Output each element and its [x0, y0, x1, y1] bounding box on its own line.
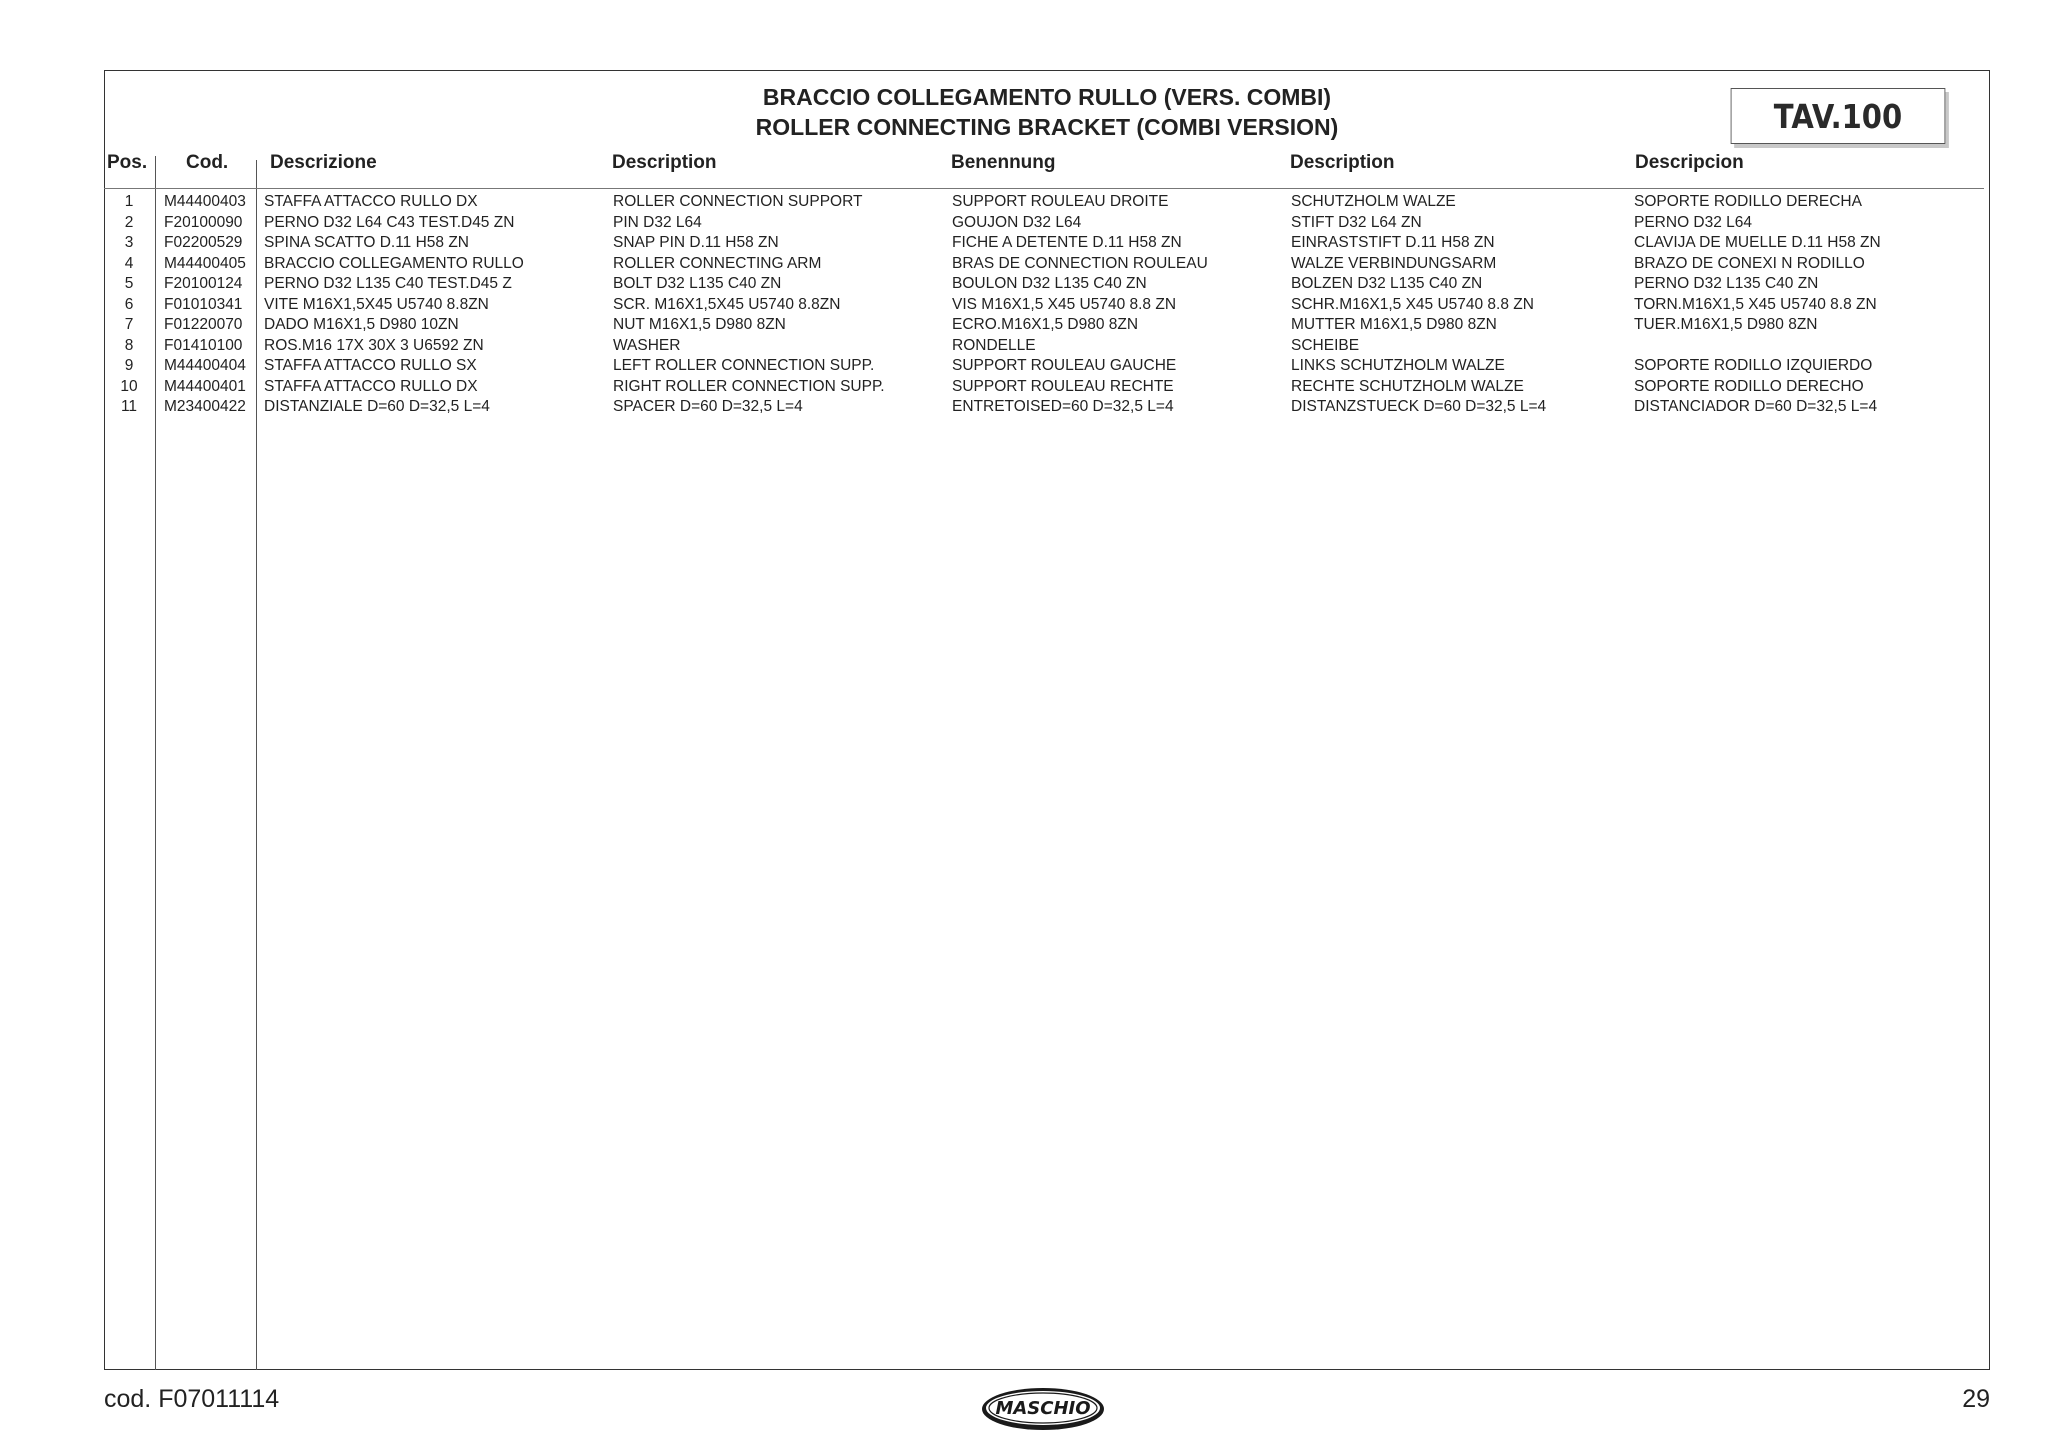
cell-description-de: SCHEIBE [1291, 336, 1360, 354]
cell-description-en: ROLLER CONNECTION SUPPORT [613, 193, 863, 210]
header-pos: Pos. [107, 152, 148, 173]
table-row [0, 377, 2048, 397]
maschio-logo [980, 1386, 1106, 1432]
cell-description-en: PIN D32 L64 [613, 213, 702, 231]
cell-descripcion: TUER.M16X1,5 D980 8ZN [1634, 316, 1818, 333]
header-description-de: Description [1290, 152, 1395, 173]
table-row [0, 356, 2048, 376]
cell-description-de: MUTTER M16X1,5 D980 8ZN [1291, 316, 1497, 333]
cell-descripcion: PERNO D32 L135 C40 ZN [1634, 275, 1819, 292]
cell-benennung: SUPPORT ROULEAU GAUCHE [952, 357, 1177, 374]
cell-description-de: LINKS SCHUTZHOLM WALZE [1291, 357, 1505, 374]
cell-cod: M23400422 [164, 398, 246, 415]
table-row [0, 192, 2048, 212]
cell-pos: 4 [124, 254, 134, 272]
header-cod: Cod. [186, 152, 229, 173]
cell-benennung: BRAS DE CONNECTION ROULEAU [952, 254, 1208, 272]
cell-pos: 5 [124, 275, 134, 292]
cell-description-en: RIGHT ROLLER CONNECTION SUPP. [613, 377, 885, 395]
cell-pos: 9 [124, 357, 134, 374]
cell-benennung: ENTRETOISED=60 D=32,5 L=4 [952, 398, 1174, 415]
cell-description-de: STIFT D32 L64 ZN [1291, 213, 1422, 231]
maschio-logo-text: MASCHIO [995, 1398, 1091, 1419]
cell-descrizione: PERNO D32 L135 C40 TEST.D45 Z [264, 275, 512, 292]
cell-description-de: RECHTE SCHUTZHOLM WALZE [1291, 377, 1524, 395]
cell-descripcion: BRAZO DE CONEXI N RODILLO [1634, 254, 1865, 272]
table-row [0, 315, 2048, 335]
cell-descrizione: STAFFA ATTACCO RULLO SX [264, 357, 477, 374]
cell-description-en: LEFT ROLLER CONNECTION SUPP. [613, 357, 875, 374]
cell-pos: 6 [124, 295, 134, 313]
cell-benennung: RONDELLE [952, 336, 1036, 354]
cell-description-en: SPACER D=60 D=32,5 L=4 [613, 398, 803, 415]
table-code-box: TAV.100 [1731, 88, 1946, 144]
cell-description-en: BOLT D32 L135 C40 ZN [613, 275, 782, 292]
header-descrizione: Descrizione [270, 152, 377, 173]
cell-description-de: WALZE VERBINDUNGSARM [1291, 254, 1497, 272]
cell-descripcion: SOPORTE RODILLO DERECHA [1634, 193, 1862, 210]
cell-descrizione: VITE M16X1,5X45 U5740 8.8ZN [264, 295, 489, 313]
table-row [0, 336, 2048, 356]
cell-cod: F02200529 [164, 234, 243, 251]
cell-descripcion: CLAVIJA DE MUELLE D.11 H58 ZN [1634, 234, 1881, 251]
cell-cod: M44400404 [164, 357, 246, 374]
cell-description-en: WASHER [613, 336, 681, 354]
table-row [0, 213, 2048, 233]
cell-benennung: GOUJON D32 L64 [952, 213, 1082, 231]
cell-cod: M44400405 [164, 254, 246, 272]
cell-description-de: SCHUTZHOLM WALZE [1291, 193, 1456, 210]
cell-pos: 7 [124, 316, 134, 333]
cell-description-en: ROLLER CONNECTING ARM [613, 254, 822, 272]
cell-descrizione: STAFFA ATTACCO RULLO DX [264, 377, 478, 395]
cell-cod: F01220070 [164, 316, 243, 333]
cell-pos: 11 [120, 398, 138, 415]
table-row [0, 274, 2048, 294]
header-benennung: Benennung [951, 152, 1056, 173]
cell-benennung: FICHE A DETENTE D.11 H58 ZN [952, 234, 1182, 251]
cell-descripcion: TORN.M16X1,5 X45 U5740 8.8 ZN [1634, 295, 1877, 313]
page-number: 29 [1962, 1385, 1990, 1413]
cell-descrizione: BRACCIO COLLEGAMENTO RULLO [264, 254, 524, 272]
header-underline [104, 188, 1984, 189]
cell-pos: 1 [124, 193, 134, 210]
table-row [0, 254, 2048, 274]
header-descripcion: Descripcion [1635, 152, 1744, 173]
cell-cod: F20100124 [164, 275, 243, 292]
cell-cod: F01410100 [164, 336, 243, 354]
cell-descrizione: DISTANZIALE D=60 D=32,5 L=4 [264, 398, 490, 415]
cell-description-de: DISTANZSTUECK D=60 D=32,5 L=4 [1291, 398, 1547, 415]
cell-pos: 8 [124, 336, 134, 354]
table-row [0, 397, 2048, 417]
cell-description-de: BOLZEN D32 L135 C40 ZN [1291, 275, 1483, 292]
cell-descripcion: PERNO D32 L64 [1634, 213, 1753, 231]
cell-benennung: SUPPORT ROULEAU DROITE [952, 193, 1169, 210]
cell-cod: F01010341 [164, 295, 243, 313]
cell-descripcion: SOPORTE RODILLO IZQUIERDO [1634, 357, 1873, 374]
cell-descripcion: DISTANCIADOR D=60 D=32,5 L=4 [1634, 398, 1878, 415]
table-row [0, 295, 2048, 315]
table-row [0, 233, 2048, 253]
cell-pos: 3 [124, 234, 134, 251]
cell-descrizione: STAFFA ATTACCO RULLO DX [264, 193, 478, 210]
cell-pos: 2 [124, 213, 134, 231]
cell-cod: F20100090 [164, 213, 243, 231]
cell-description-en: NUT M16X1,5 D980 8ZN [613, 316, 786, 333]
cell-description-en: SNAP PIN D.11 H58 ZN [613, 234, 779, 251]
cell-benennung: SUPPORT ROULEAU RECHTE [952, 377, 1174, 395]
cell-description-de: SCHR.M16X1,5 X45 U5740 8.8 ZN [1291, 295, 1534, 313]
cell-description-de: EINRASTSTIFT D.11 H58 ZN [1291, 234, 1495, 251]
cell-benennung: VIS M16X1,5 X45 U5740 8.8 ZN [952, 295, 1177, 313]
title-line-english: ROLLER CONNECTING BRACKET (COMBI VERSION) [755, 114, 1339, 140]
cell-descrizione: ROS.M16 17X 30X 3 U6592 ZN [264, 336, 484, 354]
document-title [104, 82, 1990, 142]
cell-benennung: ECRO.M16X1,5 D980 8ZN [952, 316, 1139, 333]
cell-descrizione: PERNO D32 L64 C43 TEST.D45 ZN [264, 213, 515, 231]
cell-pos: 10 [120, 377, 138, 395]
cell-cod: M44400401 [164, 377, 246, 395]
title-line-italian: BRACCIO COLLEGAMENTO RULLO (VERS. COMBI) [762, 84, 1332, 110]
header-description-en: Description [612, 152, 717, 173]
cell-cod: M44400403 [164, 193, 246, 210]
cell-description-en: SCR. M16X1,5X45 U5740 8.8ZN [613, 295, 841, 313]
cell-benennung: BOULON D32 L135 C40 ZN [952, 275, 1147, 292]
footer-document-code: cod. F07011114 [104, 1385, 280, 1413]
cell-descripcion: SOPORTE RODILLO DERECHO [1634, 377, 1864, 395]
cell-descrizione: DADO M16X1,5 D980 10ZN [264, 316, 459, 333]
cell-descrizione: SPINA SCATTO D.11 H58 ZN [264, 234, 470, 251]
